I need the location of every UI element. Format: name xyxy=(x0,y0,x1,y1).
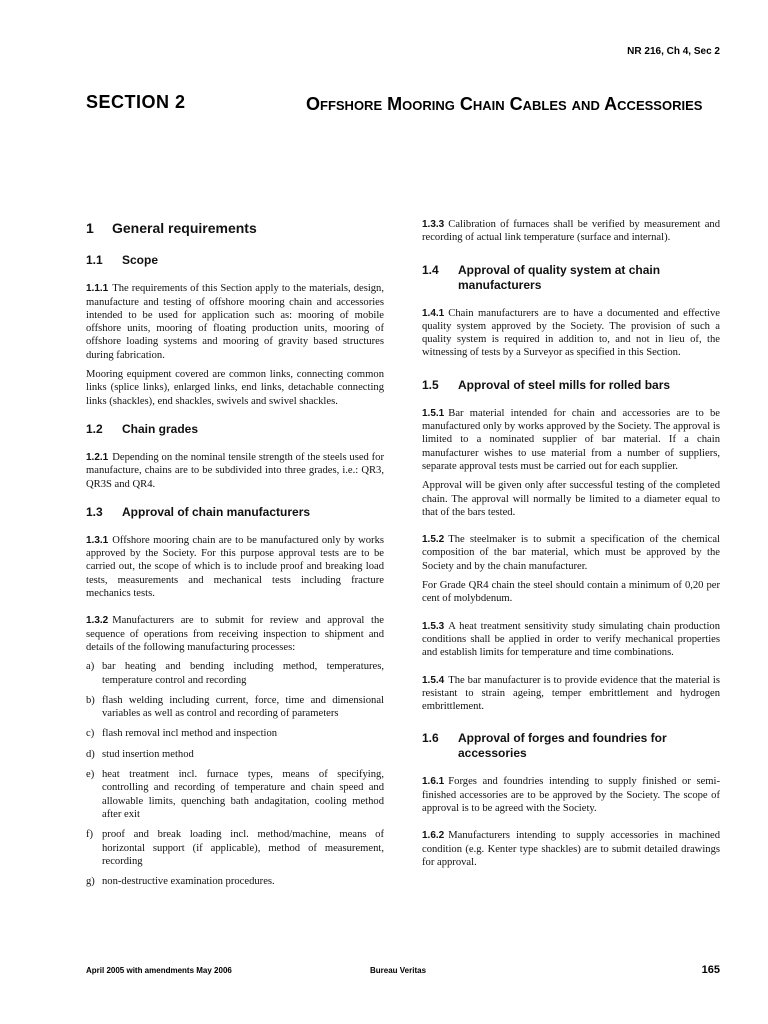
running-header: NR 216, Ch 4, Sec 2 xyxy=(627,46,720,57)
list-item: e) heat treatment incl. furnace types, means of specifying, controlling and recording of temperature and chain speed and allowable limits, quenching bath andagitation, cooling method after exit xyxy=(86,769,384,820)
paragraph-1-6-1: 1.6.1 Forges and foundries intending to supply finished or semi-finished accessories are to be approved by the Society. The scope of approval is to be agreed with the Society. xyxy=(422,776,720,815)
heading-chain-grades: 1.2 Chain grades xyxy=(86,421,199,436)
section-title: Offshore Mooring Chain Cables and Accessories xyxy=(306,94,703,114)
heading-approval-chain-manufacturers: 1.3 Approval of chain manufacturers xyxy=(86,504,311,519)
paragraph-1-4-1: 1.4.1 Chain manufacturers are to have a documented and effective quality system approved by the Society. The provision of such a quality system is required in addition to, and not in lieu of, the witnessing of tests by a Surveyor as specified in this Section. xyxy=(422,307,720,359)
paragraph-1-3-3: 1.3.3 Calibration of furnaces shall be verified by measurement and recording of actual link temperature (surface and internal). xyxy=(422,219,720,244)
heading-scope: 1.1 Scope xyxy=(86,253,159,268)
heading-general-requirements: 1 General requirements xyxy=(86,220,257,236)
paragraph-1-5-4: 1.5.4 The bar manufacturer is to provide evidence that the material is resistant to strain ageing, temper embrittlement and hydrogen embrittlement. xyxy=(422,674,720,713)
paragraph-1-6-2: 1.6.2 Manufacturers intending to supply accessories in machined condition (e.g. Kenter type shackles) are to submit detailed drawings for approval. xyxy=(422,830,720,868)
left-column xyxy=(86,218,384,895)
list-item: d) stud insertion method xyxy=(86,748,194,760)
list-item: b) flash welding including current, force, time and dimensional variables as well as control and recording of parameters xyxy=(86,694,384,720)
section-number: SECTION 2 xyxy=(86,92,186,112)
paragraph-1-1-1-continued: Mooring equipment covered are common links, connecting common links (splice links), enlarged links, end links, detachable connecting links (shackles), end shackles, swivels and swivel shackles. xyxy=(86,369,384,407)
list-item: g) non-destructive examination procedures. xyxy=(86,876,275,888)
paragraph-1-5-2: 1.5.2 The steelmaker is to submit a specification of the chemical composition of the bar material, which must be approved by the Society and by the chain manufacturer. xyxy=(422,534,720,572)
paragraph-1-1-1: 1.1.1 The requirements of this Section apply to the materials, design, manufacture and testing of offshore mooring chain and accessories intended to be used for application such as: mooring of mobile offshore units, mooring of floating production units, mooring of offshore loading systems and mooring of gravity based structures during fabrication. xyxy=(86,283,384,361)
paragraph-1-5-1: 1.5.1 Bar material intended for chain and accessories are to be manufactured only by works approved by the Society. The approval is limited to a nominated supplier of bar material. If a chain manufacturer wishes to use material from a number of suppliers, separate approval tests must be carried out for each supplier. xyxy=(422,407,720,472)
paragraph-1-5-1-continued: Approval will be given only after successful testing of the completed chain. The approval will normally be limited to a diameter equal to that of the bars tested. xyxy=(422,480,720,518)
list-item: f) proof and break loading incl. method/machine, means of horizontal support (if applicable), method of measurement, recording xyxy=(86,829,384,867)
manufacturing-process-list xyxy=(86,660,384,888)
page-number: 165 xyxy=(701,964,720,976)
heading-approval-quality-system: 1.4 Approval of quality system at chain manufacturers xyxy=(422,262,661,292)
paragraph-1-3-2: 1.3.2 Manufacturers are to submit for review and approval the sequence of operations from receiving inspection to shipment and details of the following manufacturing processes: xyxy=(86,615,384,653)
paragraph-1-2-1: 1.2.1 Depending on the nominal tensile strength of the steels used for manufacture, chains are to be subdivided into three grades, i.e.: QR3, QR3S and QR4. xyxy=(86,451,384,490)
right-column xyxy=(422,218,720,875)
heading-approval-steel-mills: 1.5 Approval of steel mills for rolled bars xyxy=(422,377,671,392)
footer-date: April 2005 with amendments May 2006 xyxy=(86,966,232,975)
list-item: a) bar heating and bending including method, temperatures, temperature control and recording xyxy=(86,661,384,686)
footer-publisher: Bureau Veritas xyxy=(370,966,427,975)
paragraph-1-3-1: 1.3.1 Offshore mooring chain are to be manufactured only by works approved by the Society. For this purpose approval tests are to be carried out, the scope of which is to include proof and breaking load tests, measurements and mechanical tests including fracture mechanics tests. xyxy=(86,534,384,600)
paragraph-1-5-3: 1.5.3 A heat treatment sensitivity study simulating chain production conditions shall be applied in order to verify mechanical properties and establish limits for temperature and time combinations. xyxy=(422,620,720,659)
list-item: c) flash removal incl method and inspection xyxy=(86,728,278,740)
paragraph-1-5-2-continued: For Grade QR4 chain the steel should contain a minimum of 0,20 per cent of molybdenum. xyxy=(422,580,720,605)
heading-approval-forges-foundries: 1.6 Approval of forges and foundries for accessories xyxy=(422,731,667,761)
